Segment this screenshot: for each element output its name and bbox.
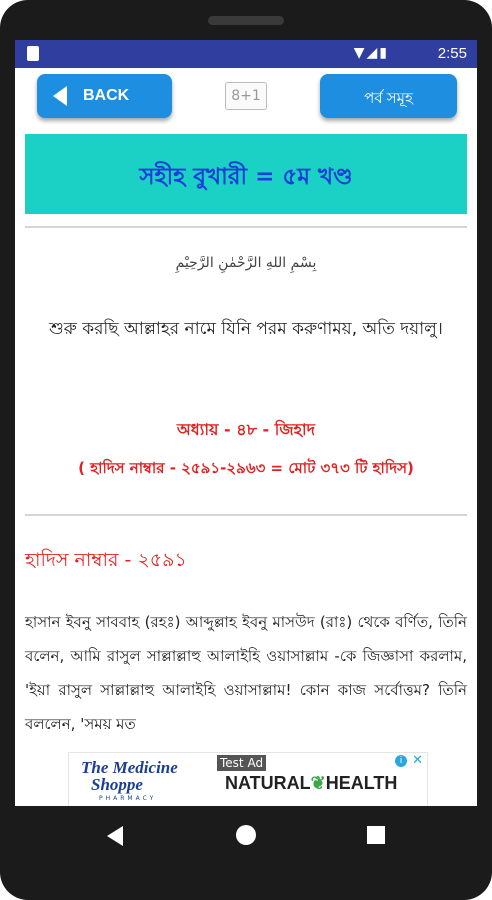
ad-banner[interactable] [68,752,428,806]
ad-brand-subtitle: PHARMACY [99,795,157,802]
hadith-range-text: ( হাদিস নাম্বার - ২৫৯১-২৯৬৩ = মোট ৩৭৩ টি হাদিস) [78,459,414,477]
back-button-label: BACK [83,87,130,104]
ad-close-icon[interactable]: ✕ [412,753,423,768]
back-arrow-icon [53,86,67,106]
app-screen [15,40,477,806]
sections-button[interactable] [320,74,457,118]
intro-text: শুরু করছি আল্লাহর নামে যিনি পরম করুণাময়, অতি দয়ালু। [49,319,443,339]
sections-button-label: পর্ব সমূহ [364,90,413,107]
signal-icon: ◢ [366,45,380,61]
bismillah-text: بِسْمِ اللهِ الرَّحْمٰنِ الرَّحِيْمِ [175,255,317,271]
speaker-grille [208,16,284,25]
nav-back-icon[interactable] [107,826,123,846]
wifi-icon: ▼ [353,45,367,61]
ad-badge: Test Ad [217,755,266,771]
status-time: 2:55 [437,45,467,62]
status-bar [15,40,477,68]
divider [25,226,467,228]
google-plus-one-button[interactable]: 8+1 [225,82,267,110]
book-title: সহীহ বুখারী = ৫ম খণ্ড [139,164,353,190]
divider [25,514,467,516]
hadith-body-text: হাসান ইবনু সাববাহ (রহঃ) আব্দুল্লাহ ইবনু মাসউদ (রাঃ) থেকে বর্ণিত, তিনি বলেন, আমি রাসুল সাল্লাল্লাহু আলাইহি ওয়াসাল্লাম -কে জিজ্ঞাসা করলাম, 'ইয়া রাসুল সাল্লাল্লাহু আলাইহি ওয়াসাল্লাম! কোন কাজ সর্বোত্তম? তিনি বললেন, 'সময় মত [25,613,467,733]
battery-icon: ▮ [379,45,389,61]
nav-recent-apps-icon[interactable] [367,826,385,844]
leaf-icon: ❦ [310,773,326,793]
ad-info-icon[interactable]: i [395,755,407,767]
back-button[interactable] [37,74,172,118]
book-title-banner [25,134,467,214]
nav-home-icon[interactable] [236,825,256,845]
chapter-heading: অধ্যায় - ৪৮ - জিহাদ [176,420,316,439]
sd-card-icon [27,46,39,61]
hadith-number-heading: হাদিস নাম্বার - ২৫৯১ [25,549,187,571]
ad-brand-logo: The Medicine Shoppe [81,758,178,794]
navigation-bar [0,806,492,866]
ad-headline: NATURAL❦HEALTH [225,773,398,793]
